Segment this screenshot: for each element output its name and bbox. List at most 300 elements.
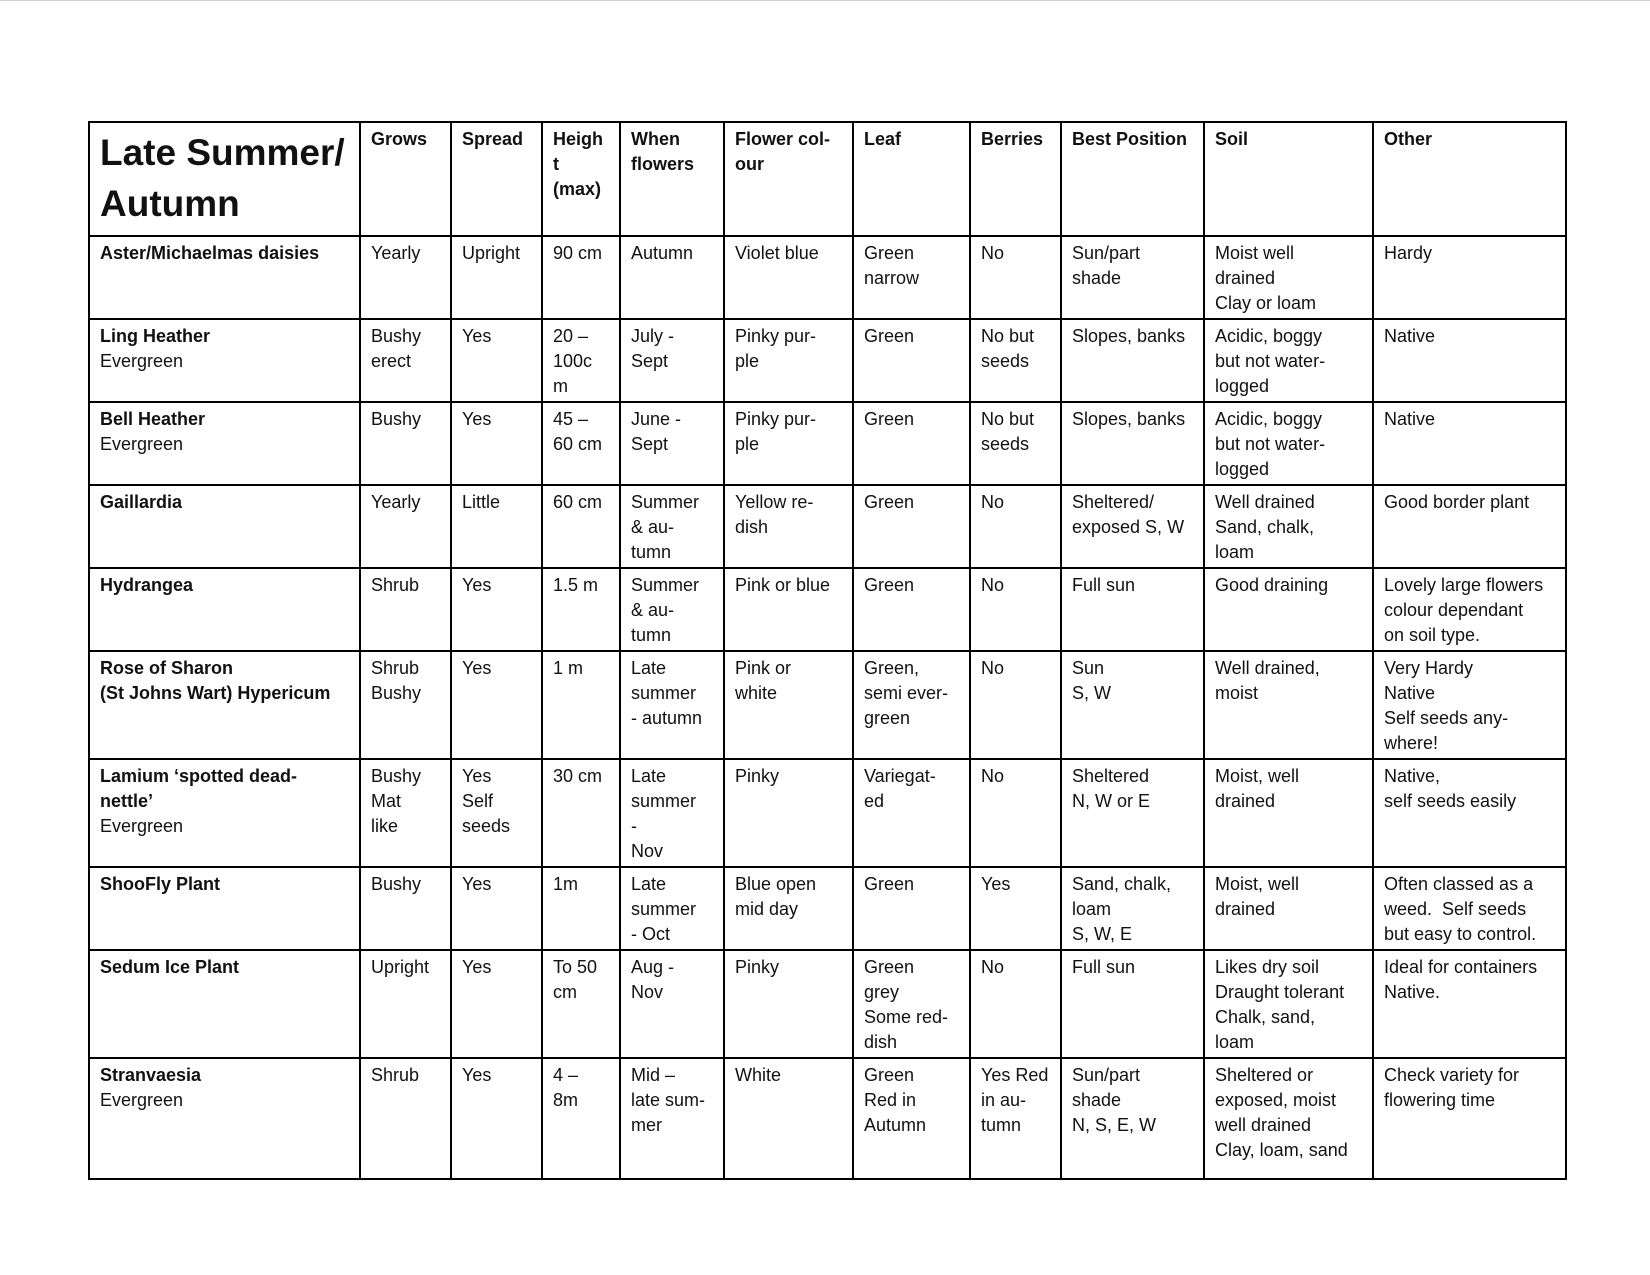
table-cell	[542, 1058, 620, 1179]
plant-name-cell	[89, 402, 360, 485]
table-cell	[542, 950, 620, 1058]
table-cell-line: White	[735, 1065, 782, 1085]
table-cell	[451, 1058, 542, 1179]
plant-name-line: Bell Heather	[100, 409, 206, 429]
column-header-line: our	[735, 154, 764, 174]
table-cell-line: Sun	[1072, 658, 1105, 678]
table-cell	[542, 236, 620, 319]
table-cell-line: Late	[631, 658, 667, 678]
table-cell	[970, 651, 1061, 759]
table-cell-line: Upright	[371, 957, 430, 977]
table-cell-line: Often classed as a	[1384, 874, 1534, 894]
table-cell-line: Nov	[631, 841, 664, 861]
table-cell-line: No	[981, 243, 1005, 263]
table-cell-line: Native.	[1384, 982, 1441, 1002]
table-cell	[360, 568, 451, 651]
plant-name-line: Hydrangea	[100, 575, 194, 595]
column-header-line: flowers	[631, 154, 695, 174]
plant-name-line: ShooFly Plant	[100, 874, 221, 894]
plant-name-cell	[89, 568, 360, 651]
table-cell-line: summer	[631, 899, 697, 919]
table-cell	[620, 1058, 724, 1179]
table-cell-line: ple	[735, 434, 760, 454]
table-body	[89, 236, 1566, 1179]
table-cell	[724, 651, 853, 759]
column-header-line: t	[553, 154, 559, 174]
table-cell-line: Summer	[631, 492, 700, 512]
plant-name-cell	[89, 759, 360, 867]
table-cell	[970, 759, 1061, 867]
table-cell-line: erect	[371, 351, 412, 371]
table-cell	[542, 485, 620, 568]
table-cell-line: Green	[864, 1065, 915, 1085]
table-cell-line: Yes	[462, 409, 492, 429]
table-cell	[1373, 485, 1566, 568]
table-cell	[1373, 1058, 1566, 1179]
table-cell	[970, 867, 1061, 950]
table-cell	[853, 319, 970, 402]
table-cell	[1061, 236, 1204, 319]
table-cell	[853, 236, 970, 319]
table-cell-line: Green	[864, 874, 915, 894]
table-cell	[1061, 950, 1204, 1058]
table-cell	[360, 651, 451, 759]
table-cell-line: 1m	[553, 874, 579, 894]
table-cell-line: June -	[631, 409, 682, 429]
table-title-line: Late Summer/	[100, 132, 345, 173]
table-cell	[1373, 319, 1566, 402]
table-cell-line: Moist, well	[1215, 766, 1300, 786]
table-cell-line: seeds	[981, 434, 1030, 454]
table-cell-line: Mid –	[631, 1065, 676, 1085]
table-cell-line: To 50	[553, 957, 598, 977]
table-cell-line: Autumn	[864, 1115, 927, 1135]
table-cell-line: Green	[864, 957, 915, 977]
table-row	[89, 485, 1566, 568]
table-cell	[360, 319, 451, 402]
table-cell	[853, 759, 970, 867]
table-cell-line: No but	[981, 326, 1035, 346]
column-header-line: Flower col-	[735, 129, 831, 149]
table-cell-line: Native	[1384, 683, 1436, 703]
table-cell-line: 1.5 m	[553, 575, 599, 595]
table-cell-line: & au-	[631, 517, 675, 537]
table-cell-line: Good draining	[1215, 575, 1329, 595]
table-cell-line: Green	[864, 243, 915, 263]
table-cell-line: July -	[631, 326, 675, 346]
table-row	[89, 867, 1566, 950]
table-cell-line: flowering time	[1384, 1090, 1496, 1110]
table-cell-line: drained	[1215, 791, 1276, 811]
table-cell-line: Yes	[462, 1065, 492, 1085]
table-cell	[451, 759, 542, 867]
table-row	[89, 402, 1566, 485]
column-header-line: (max)	[553, 179, 602, 199]
page-top-border	[0, 0, 1650, 1]
table-cell-line: Clay, loam, sand	[1215, 1140, 1348, 1160]
table-cell	[1373, 867, 1566, 950]
table-cell-line: Aug -	[631, 957, 675, 977]
column-header-line: Grows	[371, 129, 428, 149]
table-cell	[451, 950, 542, 1058]
table-cell	[724, 759, 853, 867]
table-cell	[724, 950, 853, 1058]
table-cell-line: 8m	[553, 1090, 579, 1110]
table-cell-line: Shrub	[371, 658, 420, 678]
table-cell-line: Sept	[631, 434, 669, 454]
table-cell	[451, 568, 542, 651]
table-cell	[542, 651, 620, 759]
table-cell	[724, 1058, 853, 1179]
table-cell-line: Moist, well	[1215, 874, 1300, 894]
table-cell	[360, 236, 451, 319]
table-cell	[1373, 568, 1566, 651]
table-cell	[970, 319, 1061, 402]
plant-name-cell	[89, 950, 360, 1058]
table-cell	[970, 485, 1061, 568]
table-cell-line: Native,	[1384, 766, 1441, 786]
table-cell	[360, 485, 451, 568]
column-header-line: Spread	[462, 129, 524, 149]
table-cell	[724, 867, 853, 950]
column-header	[620, 122, 724, 236]
column-header	[1204, 122, 1373, 236]
table-cell-line: shade	[1072, 1090, 1122, 1110]
table-cell-line: Well drained	[1215, 492, 1315, 512]
table-cell-line: Yearly	[371, 492, 421, 512]
table-cell-line: exposed, moist	[1215, 1090, 1337, 1110]
table-cell-line: late sum-	[631, 1090, 706, 1110]
plant-name-line: Evergreen	[100, 434, 184, 454]
table-cell-line: Pink or	[735, 658, 792, 678]
table-cell-line: Sun/part	[1072, 243, 1141, 263]
table-row	[89, 319, 1566, 402]
column-header	[853, 122, 970, 236]
table-cell-line: ed	[864, 791, 885, 811]
table-cell	[620, 319, 724, 402]
table-cell-line: Ideal for containers	[1384, 957, 1538, 977]
table-cell-line: Sheltered/	[1072, 492, 1155, 512]
table-cell	[724, 568, 853, 651]
column-header	[360, 122, 451, 236]
table-cell-line: Sheltered or	[1215, 1065, 1314, 1085]
table-cell-line: Pink or blue	[735, 575, 831, 595]
table-cell-line: in au-	[981, 1090, 1027, 1110]
plant-name-cell	[89, 319, 360, 402]
table-cell-line: Hardy	[1384, 243, 1433, 263]
table-cell	[542, 867, 620, 950]
column-header-line: Berries	[981, 129, 1044, 149]
table-cell-line: Violet blue	[735, 243, 819, 263]
table-cell-line: 60 cm	[553, 434, 603, 454]
table-cell-line: drained	[1215, 899, 1276, 919]
table-cell-line: No	[981, 575, 1005, 595]
plant-name-line: Stranvaesia	[100, 1065, 202, 1085]
table-title	[89, 122, 360, 236]
table-cell-line: narrow	[864, 268, 920, 288]
table-cell	[451, 319, 542, 402]
table-cell-line: but not water-	[1215, 434, 1326, 454]
table-cell-line: tumn	[631, 625, 672, 645]
table-cell-line: ple	[735, 351, 760, 371]
table-cell-line: Yes	[462, 957, 492, 977]
table-cell-line: mid day	[735, 899, 799, 919]
table-cell-line: seeds	[981, 351, 1030, 371]
table-cell-line: -	[631, 816, 637, 836]
table-cell-line: Yes	[981, 874, 1011, 894]
table-cell-line: Lovely large flowers	[1384, 575, 1544, 595]
table-cell-line: No	[981, 658, 1005, 678]
plant-name-line: (St Johns Wart) Hypericum	[100, 683, 331, 703]
table-cell-line: Bushy	[371, 766, 422, 786]
table-cell-line: on soil type.	[1384, 625, 1481, 645]
table-cell-line: semi ever-	[864, 683, 949, 703]
table-cell	[620, 651, 724, 759]
table-cell-line: N, W or E	[1072, 791, 1151, 811]
table-cell-line: Clay or loam	[1215, 293, 1317, 313]
column-header	[451, 122, 542, 236]
table-cell	[360, 867, 451, 950]
column-header-line: Leaf	[864, 129, 902, 149]
table-cell	[1061, 485, 1204, 568]
table-cell	[1204, 651, 1373, 759]
table-cell	[451, 651, 542, 759]
plant-table	[88, 121, 1567, 1180]
table-cell	[1204, 1058, 1373, 1179]
table-cell	[1204, 867, 1373, 950]
plant-name-line: Sedum Ice Plant	[100, 957, 240, 977]
table-cell-line: Sept	[631, 351, 669, 371]
table-cell-line: 100c	[553, 351, 593, 371]
table-cell	[1061, 402, 1204, 485]
table-cell	[1204, 759, 1373, 867]
table-cell-line: Green	[864, 326, 915, 346]
table-cell-line: m	[553, 376, 568, 396]
table-cell	[970, 1058, 1061, 1179]
table-cell	[1373, 236, 1566, 319]
plant-name-line: Evergreen	[100, 816, 184, 836]
table-cell-line: Yes	[462, 874, 492, 894]
table-cell	[853, 950, 970, 1058]
table-cell-line: logged	[1215, 459, 1270, 479]
table-cell-line: No but	[981, 409, 1035, 429]
table-cell-line: No	[981, 492, 1005, 512]
table-cell-line: Yes	[462, 326, 492, 346]
plant-name-line: Gaillardia	[100, 492, 183, 512]
table-title-line: Autumn	[100, 183, 240, 224]
table-cell-line: 4 –	[553, 1065, 579, 1085]
column-header	[970, 122, 1061, 236]
table-cell-line: Shrub	[371, 1065, 420, 1085]
table-cell-line: N, S, E, W	[1072, 1115, 1157, 1135]
table-cell	[542, 568, 620, 651]
table-cell-line: Bushy	[371, 326, 422, 346]
table-cell	[1373, 950, 1566, 1058]
table-cell	[853, 867, 970, 950]
column-header	[542, 122, 620, 236]
table-cell-line: Green	[864, 492, 915, 512]
table-cell-line: drained	[1215, 268, 1276, 288]
header-row	[89, 122, 1566, 236]
table-cell-line: Upright	[462, 243, 521, 263]
table-cell-line: Pinky pur-	[735, 409, 817, 429]
table-cell-line: Full sun	[1072, 957, 1136, 977]
table-cell	[451, 236, 542, 319]
table-cell-line: 30 cm	[553, 766, 603, 786]
table-cell	[970, 236, 1061, 319]
table-cell-line: Acidic, boggy	[1215, 326, 1323, 346]
table-cell-line: Very Hardy	[1384, 658, 1474, 678]
plant-name-line: Ling Heather	[100, 326, 211, 346]
table-cell	[620, 568, 724, 651]
table-cell-line: Sheltered	[1072, 766, 1150, 786]
plant-name-line: Rose of Sharon	[100, 658, 234, 678]
plant-name-line: Evergreen	[100, 351, 184, 371]
table-cell	[1204, 402, 1373, 485]
table-cell-line: Draught tolerant	[1215, 982, 1345, 1002]
table-cell-line: Green,	[864, 658, 920, 678]
plant-name-line: Evergreen	[100, 1090, 184, 1110]
table-cell	[1204, 236, 1373, 319]
table-cell	[620, 759, 724, 867]
table-cell-line: 90 cm	[553, 243, 603, 263]
table-cell-line: dish	[864, 1032, 898, 1052]
table-cell-line: Summer	[631, 575, 700, 595]
table-cell-line: Late	[631, 874, 667, 894]
table-cell	[451, 867, 542, 950]
table-cell-line: summer	[631, 791, 697, 811]
table-cell	[1061, 867, 1204, 950]
table-cell-line: Bushy	[371, 874, 422, 894]
table-cell-line: S, W, E	[1072, 924, 1133, 944]
table-cell	[360, 1058, 451, 1179]
table-cell	[542, 319, 620, 402]
table-cell	[1204, 568, 1373, 651]
table-cell-line: like	[371, 816, 399, 836]
table-cell	[724, 402, 853, 485]
table-cell-line: dish	[735, 517, 769, 537]
table-cell-line: 1 m	[553, 658, 584, 678]
table-cell-line: Bushy	[371, 409, 422, 429]
table-cell-line: tumn	[981, 1115, 1022, 1135]
table-cell	[1204, 319, 1373, 402]
table-cell-line: Moist well	[1215, 243, 1295, 263]
table-cell	[1204, 485, 1373, 568]
table-cell-line: shade	[1072, 268, 1122, 288]
table-cell-line: Native	[1384, 326, 1436, 346]
table-cell	[1061, 1058, 1204, 1179]
table-cell	[1373, 402, 1566, 485]
table-cell-line: Self seeds any-	[1384, 708, 1509, 728]
table-cell-line: Slopes, banks	[1072, 409, 1186, 429]
table-cell-line: Sun/part	[1072, 1065, 1141, 1085]
table-cell-line: No	[981, 957, 1005, 977]
table-cell-line: Late	[631, 766, 667, 786]
plant-name-cell	[89, 867, 360, 950]
table-cell-line: summer	[631, 683, 697, 703]
table-cell	[1373, 759, 1566, 867]
table-cell	[360, 759, 451, 867]
table-cell-line: but easy to control.	[1384, 924, 1537, 944]
table-row	[89, 236, 1566, 319]
table-cell-line: Red in	[864, 1090, 917, 1110]
table-cell-line: Blue open	[735, 874, 817, 894]
table-cell	[853, 402, 970, 485]
table-cell-line: & au-	[631, 600, 675, 620]
table-cell-line: Pinky pur-	[735, 326, 817, 346]
table-cell-line: Yes	[462, 658, 492, 678]
table-cell-line: Green	[864, 575, 915, 595]
table-cell-line: Good border plant	[1384, 492, 1530, 512]
table-cell	[360, 950, 451, 1058]
table-cell-line: well drained	[1215, 1115, 1312, 1135]
table-cell-line: moist	[1215, 683, 1259, 703]
table-cell-line: Native	[1384, 409, 1436, 429]
table-cell-line: Nov	[631, 982, 664, 1002]
table-cell-line: Self	[462, 791, 494, 811]
table-cell-line: Likes dry soil	[1215, 957, 1320, 977]
table-cell	[620, 950, 724, 1058]
table-cell-line: green	[864, 708, 911, 728]
plant-name-cell	[89, 1058, 360, 1179]
table-cell-line: Autumn	[631, 243, 694, 263]
table-cell	[1061, 759, 1204, 867]
column-header	[724, 122, 853, 236]
table-cell-line: Pinky	[735, 957, 780, 977]
table-cell-line: Yellow re-	[735, 492, 814, 512]
table-row	[89, 1058, 1566, 1179]
table-cell-line: Slopes, banks	[1072, 326, 1186, 346]
plant-name-line: nettle’	[100, 791, 154, 811]
table-cell	[360, 402, 451, 485]
table-cell-line: loam	[1072, 899, 1112, 919]
table-cell-line: grey	[864, 982, 900, 1002]
table-cell-line: S, W	[1072, 683, 1111, 703]
plant-name-cell	[89, 651, 360, 759]
table-row	[89, 651, 1566, 759]
table-cell	[853, 485, 970, 568]
table-cell	[620, 867, 724, 950]
table-cell	[970, 568, 1061, 651]
table-cell	[451, 402, 542, 485]
table-cell	[853, 651, 970, 759]
table-cell	[1061, 651, 1204, 759]
column-header-line: Heigh	[553, 129, 604, 149]
column-header-line: Other	[1384, 129, 1433, 149]
table-cell-line: Variegat-	[864, 766, 936, 786]
table-cell-line: Little	[462, 492, 501, 512]
column-header	[1061, 122, 1204, 236]
column-header-line: Best Position	[1072, 129, 1188, 149]
table-cell	[451, 485, 542, 568]
table-cell-line: self seeds easily	[1384, 791, 1517, 811]
column-header-line: Soil	[1215, 129, 1249, 149]
table-cell-line: cm	[553, 982, 577, 1002]
table-cell-line: Yes Red	[981, 1065, 1049, 1085]
table-cell	[853, 568, 970, 651]
table-cell-line: Bushy	[371, 683, 422, 703]
table-cell-line: loam	[1215, 542, 1255, 562]
table-cell	[620, 485, 724, 568]
column-header	[1373, 122, 1566, 236]
table-cell-line: white	[735, 683, 778, 703]
table-cell-line: Yes	[462, 575, 492, 595]
table-cell-line: Yearly	[371, 243, 421, 263]
table-cell-line: exposed S, W	[1072, 517, 1185, 537]
table-cell-line: Sand, chalk,	[1072, 874, 1172, 894]
table-cell	[1061, 568, 1204, 651]
table-cell	[970, 402, 1061, 485]
